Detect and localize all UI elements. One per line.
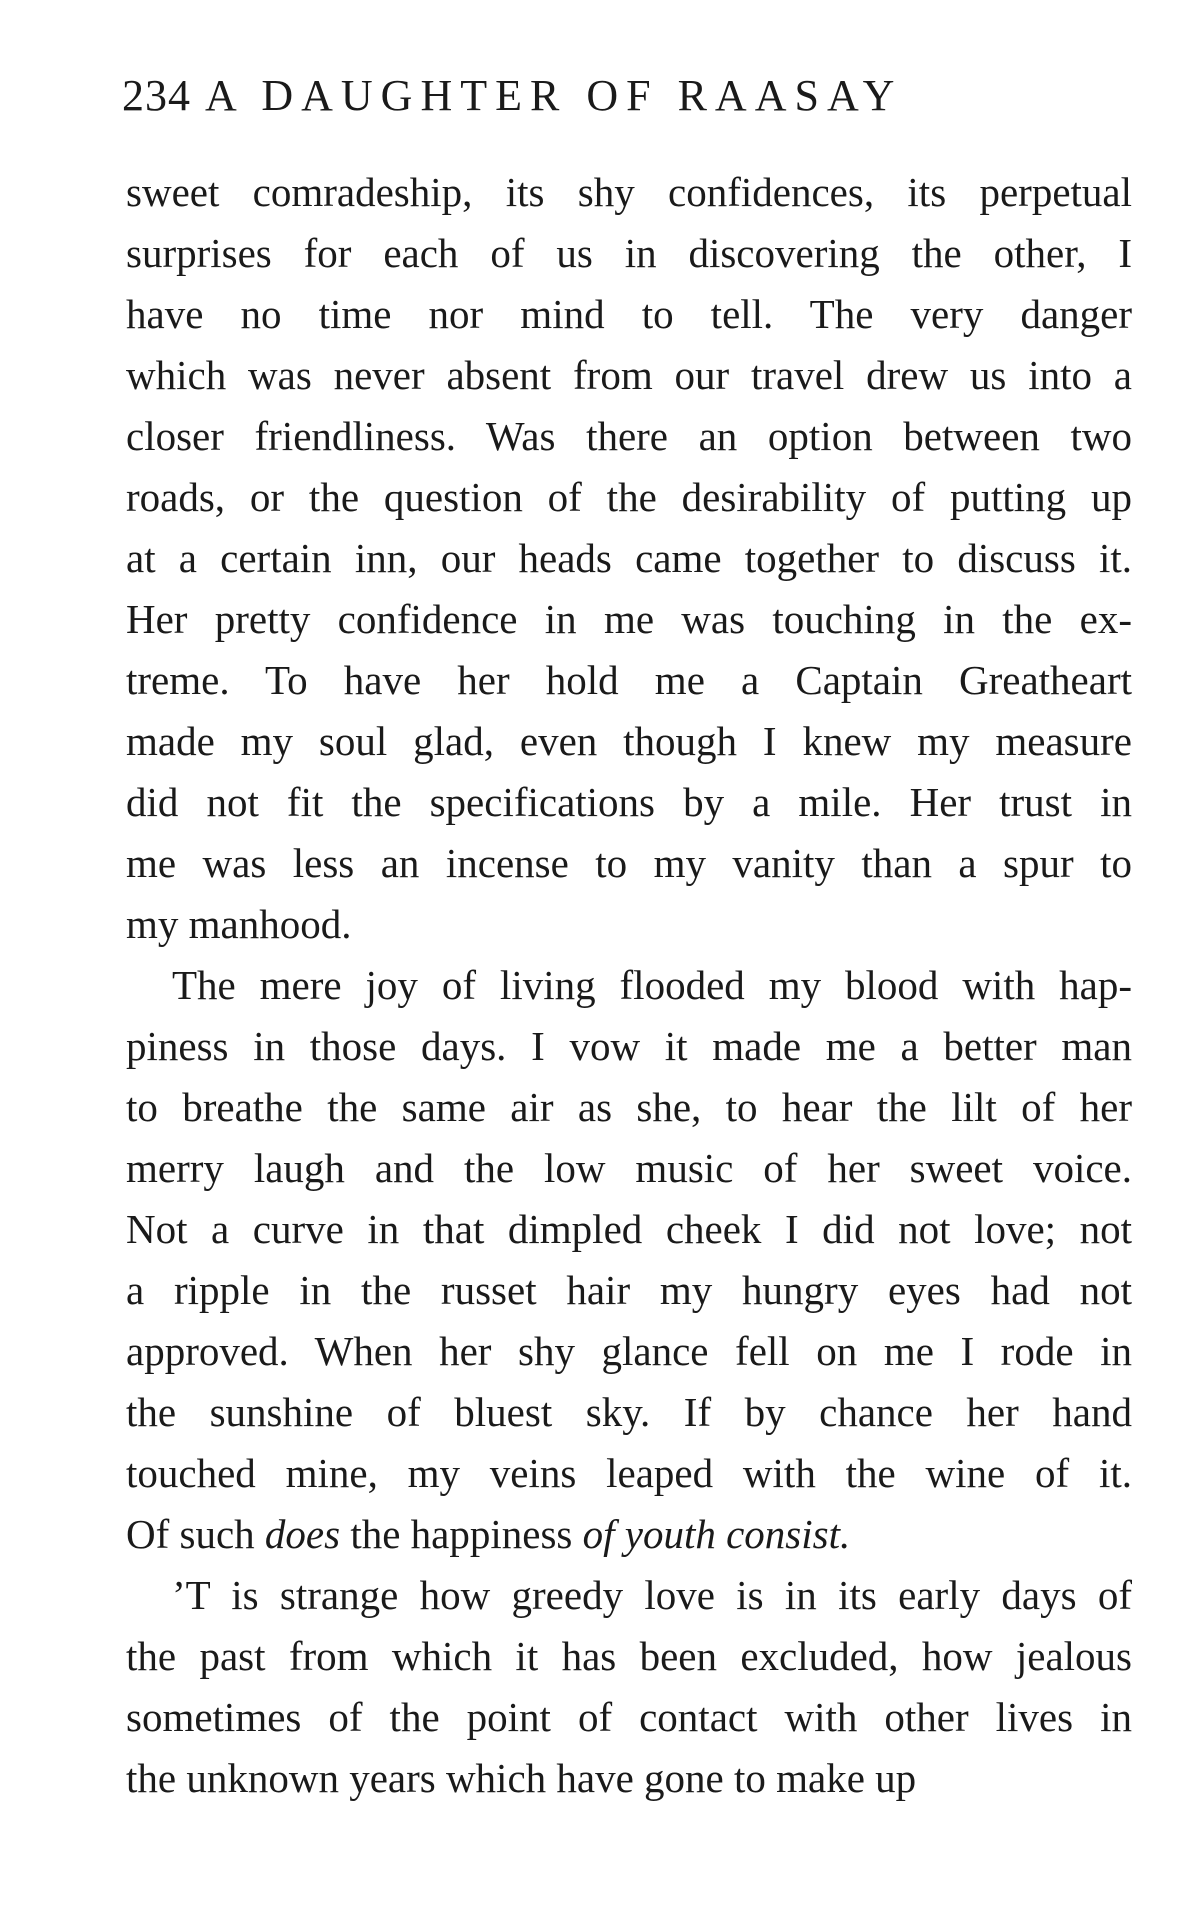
text-line: piness in those days. I vow it made me a better man <box>126 1023 1132 1069</box>
text-line: the sunshine of bluest sky. If by chance her hand <box>126 1389 1132 1435</box>
text-line: sometimes of the point of contact with other lives in <box>126 1694 1132 1740</box>
text-line: surprises for each of us in discovering the other, I <box>126 230 1132 276</box>
text-line: did not fit the specifications by a mile. Her trust in <box>126 779 1132 825</box>
text-line: roads, or the question of the desirability of putting up <box>126 474 1132 520</box>
text-line: Her pretty confidence in me was touching in the ex- <box>126 596 1132 642</box>
text-line: ’T is strange how greedy love is in its early days of <box>172 1572 1132 1618</box>
running-title: A DAUGHTER OF RAASAY <box>205 71 903 120</box>
text-line: me was less an incense to my vanity than a spur to <box>126 840 1132 886</box>
page-header <box>122 70 1132 140</box>
page-number: 234 <box>122 71 191 120</box>
text-line: made my soul glad, even though I knew my measure <box>126 718 1132 764</box>
paragraph <box>126 162 1132 955</box>
text-line: a ripple in the russet hair my hungry eyes had not <box>126 1267 1132 1313</box>
text-line: which was never absent from our travel drew us into a <box>126 352 1132 398</box>
text-line: at a certain inn, our heads came together to discuss it. <box>126 535 1132 581</box>
text-line: to breathe the same air as she, to hear the lilt of her <box>126 1084 1132 1130</box>
text-line: closer friendliness. Was there an option between two <box>126 413 1132 459</box>
text-line: The mere joy of living flooded my blood with hap- <box>172 962 1132 1008</box>
text-line: treme. To have her hold me a Captain Greatheart <box>126 657 1132 703</box>
text-line: touched mine, my veins leaped with the wine of it. <box>126 1450 1132 1496</box>
text-line: the unknown years which have gone to make up <box>126 1755 917 1801</box>
text-line: my manhood. <box>126 901 352 947</box>
text-line: the past from which it has been excluded, how jealous <box>126 1633 1132 1679</box>
paragraph <box>126 955 1132 1565</box>
paragraph <box>126 1565 1132 1809</box>
body-text <box>126 162 1132 1809</box>
text-line: Not a curve in that dimpled cheek I did not love; not <box>126 1206 1132 1252</box>
text-line: have no time nor mind to tell. The very danger <box>126 291 1132 337</box>
text-line: sweet comradeship, its shy confidences, its perpetual <box>126 169 1132 215</box>
text-line: approved. When her shy glance fell on me I rode in <box>126 1328 1132 1374</box>
text-line: merry laugh and the low music of her sweet voice. <box>126 1145 1132 1191</box>
text-line: Of such does the happiness of youth consist. <box>126 1511 851 1557</box>
